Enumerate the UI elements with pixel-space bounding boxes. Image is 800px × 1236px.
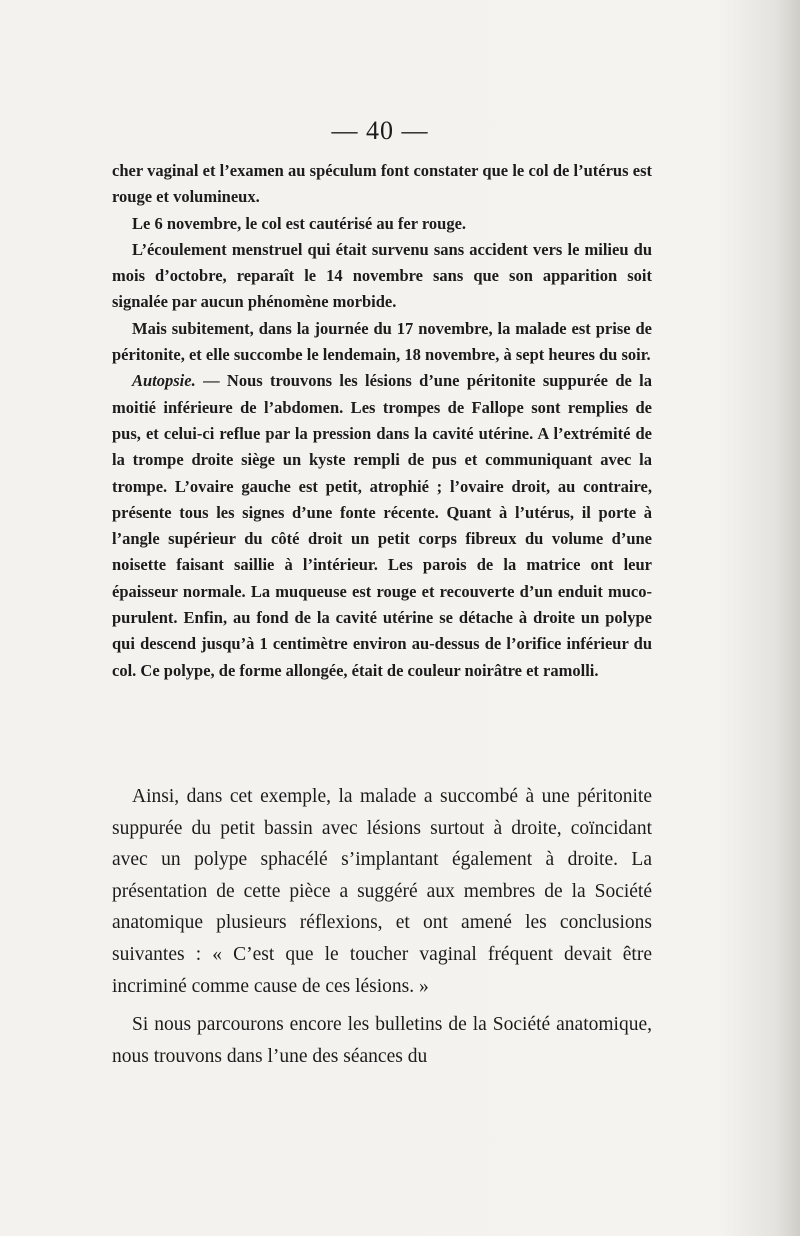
case-paragraph-4: Mais subitement, dans la journée du 17 novembre, la malade est prise de péritonite, et elle succombe le lendemain, 18 novembre, à sept heures du soir. [112, 318, 652, 365]
page-number: — 40 — [331, 116, 429, 145]
commentary-paragraph-2: Si nous parcourons encore les bulletins de la Société anatomique, nous trouvons dans l’une des séances du [112, 1014, 652, 1067]
case-report-text [112, 158, 652, 684]
case-paragraph-2: Le 6 novembre, le col est cautérisé au fer rouge. [132, 213, 467, 233]
autopsy-text: — Nous trouvons les lésions d’une péritonite suppurée de la moitié inférieure de l’abdomen. Les trompes de Fallope sont remplies de pus, et celui-ci reflue par la pression dans la cavité utérine. A l’extrémité de la trompe droite siège un kyste rempli de pus et communiquant avec la trompe. L’ovaire gauche est petit, atrophié ; l’ovaire droit, au contraire, présente tous les signes d’une fonte récente. Quant à l’utérus, il porte à l’angle supérieur du côté droit un petit corps fibreux du volume d’une noisette faisant saillie à l’intérieur. Les parois de la matrice ont leur épaisseur normale. La muqueuse est rouge et recouverte d’un enduit muco-purulent. Enfin, au fond de la cavité utérine se détache à droite un polype qui descend jusqu’à 1 centimètre environ au-dessus de l’orifice inférieur du col. Ce polype, de forme allongée, était de couleur noirâtre et ramolli. [112, 371, 652, 680]
autopsy-paragraph [112, 368, 652, 684]
commentary-paragraph-1: Ainsi, dans cet exemple, la malade a succombé à une péritonite suppurée du petit bassin avec lésions surtout à droite, coïncidant avec un polype sphacélé s’implantant également à droite. La présentation de cette pièce a suggéré aux membres de la Société anatomique plusieurs réflexions, et ont amené les conclusions suivantes : « C’est que le toucher vaginal fréquent devait être incriminé comme cause de ces lésions. » [112, 786, 652, 997]
case-paragraph-3: L’écoulement menstruel qui était survenu sans accident vers le milieu du mois d’octobre, reparaît le 14 novembre sans que son apparition soit signalée par aucun phénomène morbide. [112, 239, 652, 312]
case-paragraph-1: cher vaginal et l’examen au spéculum font constater que le col de l’utérus est rouge et volumineux. [112, 161, 652, 207]
commentary-text [112, 781, 652, 1072]
autopsy-label: Autopsie. [132, 371, 196, 391]
